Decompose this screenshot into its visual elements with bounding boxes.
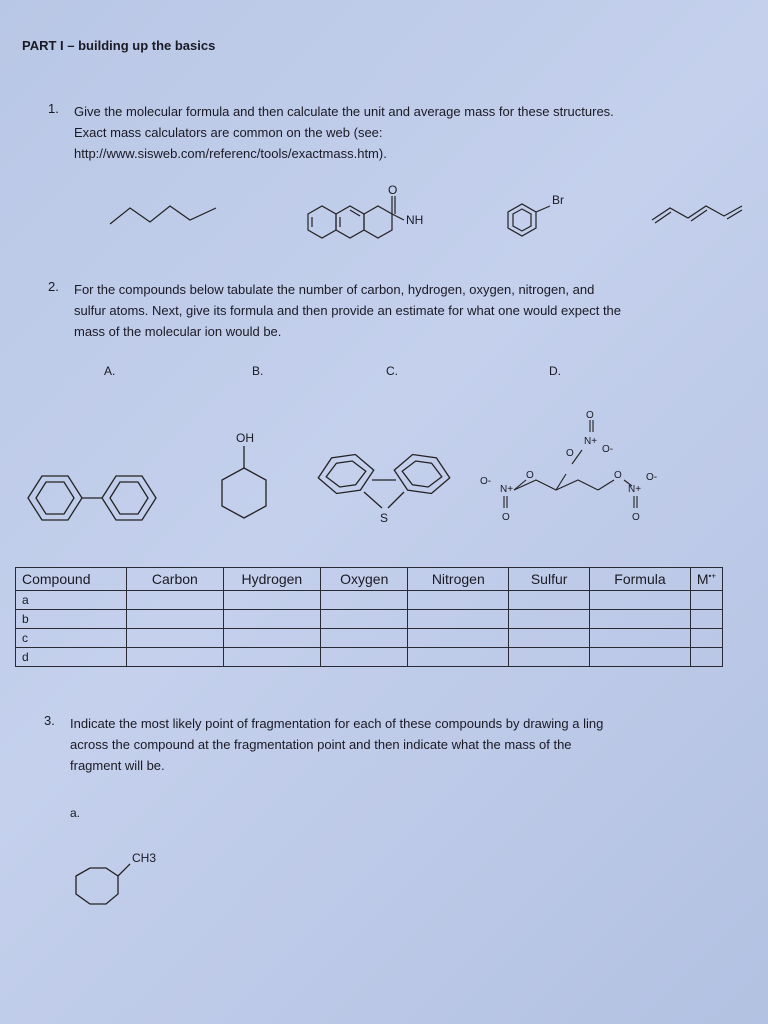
table-cell[interactable] [321, 629, 408, 648]
table-cell[interactable] [509, 629, 590, 648]
compound-a-structure [24, 470, 164, 526]
table-cell[interactable] [127, 648, 224, 667]
nitrogen-label: N+ [628, 484, 642, 495]
hydroxyl-label: OH [236, 431, 254, 445]
question-2-line: For the compounds below tabulate the number of carbon, hydrogen, oxygen, nitrogen, and [74, 282, 595, 297]
compound-letter-b: B. [252, 364, 264, 378]
question-3-line: fragment will be. [70, 758, 165, 773]
row-label: c [16, 629, 127, 648]
header-oxygen: Oxygen [321, 568, 408, 591]
row-label: b [16, 610, 127, 629]
row-label: d [16, 648, 127, 667]
table-cell[interactable] [509, 610, 590, 629]
table-cell[interactable] [408, 648, 509, 667]
table-row [16, 648, 723, 667]
sulfur-label: S [380, 511, 389, 525]
q1-tricyclic-amide-structure [300, 182, 432, 252]
oxide-label: O- [646, 472, 658, 483]
table-row [16, 610, 723, 629]
row-label: a [16, 591, 127, 610]
question-1-line: Give the molecular formula and then calculate the unit and average mass for these structures. [74, 104, 614, 119]
table-header-row [16, 568, 723, 591]
table-cell[interactable] [223, 610, 320, 629]
compound-b-structure [216, 428, 276, 524]
question-1-text [74, 101, 614, 164]
compound-c-structure [312, 446, 456, 526]
question-3-sub-a: a. [70, 806, 81, 820]
amine-label: NH [406, 213, 424, 227]
compound-d-structure [474, 408, 674, 524]
table-cell[interactable] [590, 591, 691, 610]
table-cell[interactable] [590, 610, 691, 629]
header-compound: Compound [16, 568, 127, 591]
compound-letter-c: C. [386, 364, 398, 378]
header-formula: Formula [590, 568, 691, 591]
nitrogen-label: N+ [584, 436, 598, 447]
question-2-line: sulfur atoms. Next, give its formula and then provide an estimate for what one would expect the [74, 303, 622, 318]
question-1-line: http://www.sisweb.com/referenc/tools/exactmass.htm). [74, 146, 387, 161]
table-cell[interactable] [690, 610, 722, 629]
question-3-number: 3. [44, 713, 55, 728]
compound-a-svg [24, 470, 164, 526]
header-hydrogen: Hydrogen [223, 568, 320, 591]
header-molecular-ion [690, 568, 722, 591]
oxygen-label: O [388, 183, 398, 197]
question-1-number: 1. [48, 101, 59, 116]
molecular-ion-superscript: •+ [708, 571, 716, 581]
header-molecular-ion-label: M [696, 571, 709, 587]
q1-alkane-svg [108, 196, 220, 226]
table-cell[interactable] [321, 610, 408, 629]
compound-letter-a: A. [104, 364, 116, 378]
part-title: PART I – building up the basics [22, 38, 216, 53]
table-cell[interactable] [223, 591, 320, 610]
table-cell[interactable] [223, 629, 320, 648]
q1-bromobenzyl-structure [506, 192, 576, 242]
table-cell[interactable] [223, 648, 320, 667]
table-cell[interactable] [408, 610, 509, 629]
question-2-text [74, 279, 621, 342]
compound-letter-d: D. [549, 364, 561, 378]
oxygen-label: O [566, 448, 574, 459]
compound-b-svg [216, 428, 276, 524]
header-nitrogen: Nitrogen [408, 568, 509, 591]
question-3-text [70, 713, 603, 776]
table-row [16, 591, 723, 610]
oxygen-label: O [502, 512, 510, 523]
table-row [16, 629, 723, 648]
nitrogen-label: N+ [500, 484, 514, 495]
table-cell[interactable] [690, 648, 722, 667]
oxygen-label: O [586, 410, 594, 421]
bromine-label: Br [552, 193, 564, 207]
table-cell[interactable] [690, 591, 722, 610]
table-cell[interactable] [590, 629, 691, 648]
atom-count-table [15, 567, 723, 667]
table-cell[interactable] [127, 629, 224, 648]
table-cell[interactable] [321, 648, 408, 667]
table-cell[interactable] [321, 591, 408, 610]
question-3-line: across the compound at the fragmentation point and then indicate what the mass of the [70, 737, 572, 752]
q1-triene-structure [650, 196, 746, 226]
q1-triene-svg [650, 196, 746, 226]
table-cell[interactable] [408, 629, 509, 648]
question-3-line: Indicate the most likely point of fragmentation for each of these compounds by drawing a ling [70, 716, 604, 731]
table-cell[interactable] [408, 591, 509, 610]
q3-methylcyclohexane-svg [72, 844, 182, 914]
question-2-number: 2. [48, 279, 59, 294]
oxide-label: O- [602, 444, 614, 455]
question-2-line: mass of the molecular ion would be. [74, 324, 282, 339]
oxygen-label: O [526, 470, 534, 481]
q3-methylcyclohexane-structure [72, 844, 182, 914]
table-cell[interactable] [509, 591, 590, 610]
question-1-line: Exact mass calculators are common on the web (see: [74, 125, 383, 140]
q1-bromobenzyl-svg [506, 192, 576, 242]
compound-d-svg [474, 408, 674, 524]
oxygen-label: O [614, 470, 622, 481]
q1-tricyclic-svg [300, 182, 432, 252]
table-cell[interactable] [127, 591, 224, 610]
table-cell[interactable] [590, 648, 691, 667]
compound-c-svg [312, 446, 456, 526]
q1-alkane-structure [108, 196, 220, 226]
methyl-label: CH3 [132, 851, 157, 865]
table-cell[interactable] [690, 629, 722, 648]
table-cell[interactable] [509, 648, 590, 667]
header-carbon: Carbon [127, 568, 224, 591]
oxide-label: O- [480, 476, 492, 487]
header-sulfur: Sulfur [509, 568, 590, 591]
table-cell[interactable] [127, 610, 224, 629]
oxygen-label: O [632, 512, 640, 523]
